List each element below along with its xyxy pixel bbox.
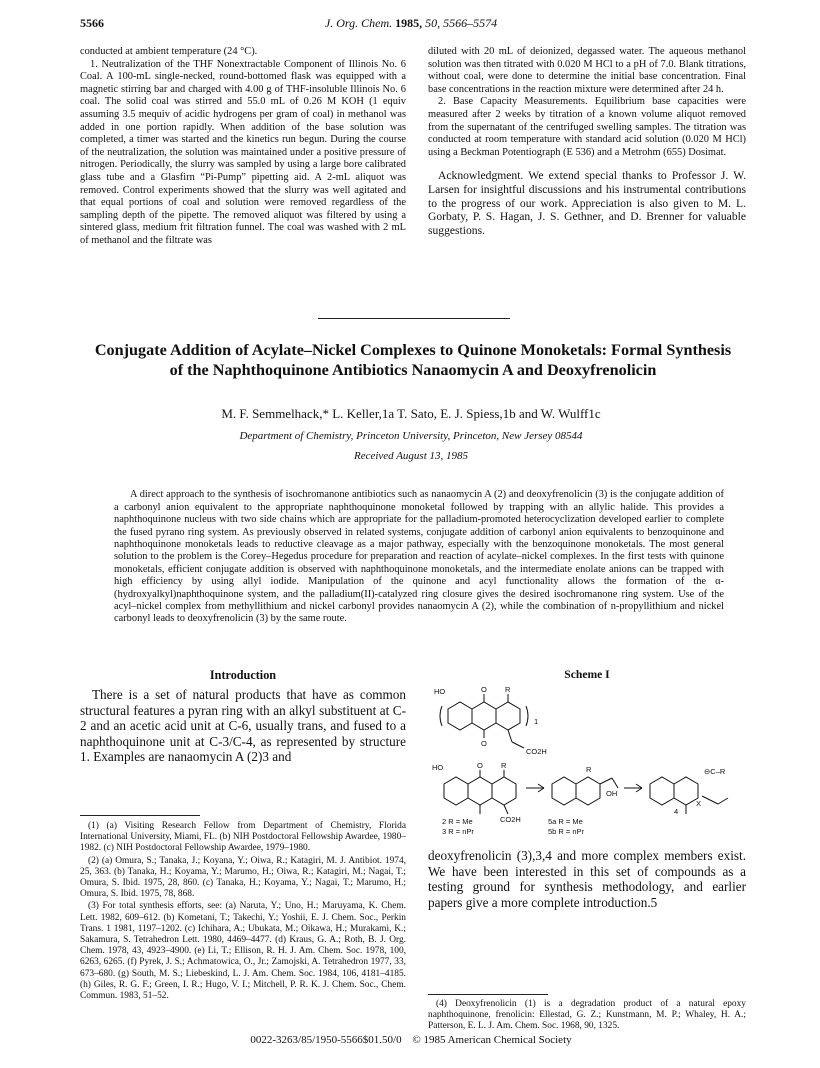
section-divider bbox=[318, 318, 510, 319]
journal-year: 1985, bbox=[395, 16, 423, 30]
label-ho: HO bbox=[432, 763, 444, 772]
affiliation: Department of Chemistry, Princeton University, Princeton, New Jersey 08544 bbox=[239, 430, 583, 442]
paragraph: 2. Base Capacity Measurements. Equilibrium base capacities were measured after 2 weeks by titration of a known volume aliquot removed from the supernatant of the centrifuged swelling samples. The titration was conducted at room temperature with standard acid solution (0.020 M HCl) using a Beckman Potentiograph (E 536) and a Metrohm (655) Dosimat. bbox=[428, 96, 746, 158]
received-date: Received August 13, 1985 bbox=[353, 450, 469, 462]
author-list: M. F. Semmelhack,* L. Keller,1a T. Sato, E. J. Spiess,1b and W. Wulff1c bbox=[221, 406, 601, 421]
paragraph: conducted at ambient temperature (24 °C). bbox=[80, 46, 258, 57]
label-compound-3: 3 R = nPr bbox=[442, 827, 474, 836]
running-header bbox=[80, 16, 742, 32]
label-compound-4: 4 bbox=[674, 807, 679, 816]
introduction-continued: deoxyfrenolicin (3),3,4 and more complex members exist. We have been interested in this set of compounds as a testing ground for synthesis methodology, and earlier papers give a more complete introduction.5 bbox=[428, 848, 746, 910]
footnote-divider bbox=[80, 815, 200, 816]
footnotes-left bbox=[80, 821, 406, 1003]
structure-2-3 bbox=[444, 770, 544, 814]
label-compound-5a: 5a R = Me bbox=[548, 817, 583, 826]
copyright: © 1985 American Chemical Society bbox=[412, 1034, 572, 1046]
page-footer bbox=[80, 1034, 742, 1046]
footnote: (2) (a) Omura, S.; Tanaka, J.; Koyana, Y.; Oiwa, R.; Katagiri, M. J. Antibiot. 1974, 25, 363. (b) Tanaka, H.; Koyama, Y.; Marumo, H.; Oiwa, R.; Katagiri, M.; Nagai, T.; Omura, S. Ibid. 1975, 28, 860. (c) Tanaka, H.; Koyama, Y.; Nagai, T.; Marumo, H.; Omura, S. Ibid. 1975, 78, 868. bbox=[80, 855, 406, 900]
scheme-structures bbox=[428, 684, 746, 844]
journal-pages: 5566–5574 bbox=[443, 16, 498, 30]
page-number: 5566 bbox=[80, 16, 104, 30]
label-r: R bbox=[501, 761, 507, 770]
introduction-paragraph: There is a set of natural products that have as common structural features a pyran ring with an alkyl substituent at C-2 and an acetic acid unit at C-6, usually trans, and fused to a naphthoquinone unit at C-3/C-4, as represented by structure 1. Examples are nanaomycin A (2)3 and bbox=[80, 687, 406, 765]
label-compound-5b: 5b R = nPr bbox=[548, 827, 585, 836]
previous-article-left-column bbox=[80, 46, 406, 248]
label-compound-2: 2 R = Me bbox=[442, 817, 473, 826]
footnotes-right bbox=[428, 999, 746, 1034]
journal-citation bbox=[80, 16, 742, 31]
label-ho: HO bbox=[434, 687, 446, 696]
article-code: 0022-3263/85/1950-5566$01.50/0 bbox=[250, 1034, 402, 1046]
journal-name: J. Org. Chem. bbox=[324, 16, 393, 30]
label-acyl-anion: ⊖C–R bbox=[704, 767, 726, 776]
acknowledgment: Acknowledgment. We extend special thanks to Professor J. W. Larsen for insightful discussions and his instrumental contributions to the progress of our work. Appreciation is also given to M. L. Gorbaty, P. S. Hagan, J. S. Gethner, and D. Brenner for valuable suggestions. bbox=[428, 169, 746, 237]
label-o: O bbox=[481, 685, 487, 694]
abstract: A direct approach to the synthesis of isochromanone antibiotics such as nanaomycin A (2) and deoxyfrenolicin (3) is the conjugate addition of a carbonyl anion equivalent to the appropriate naphthoquinone monoketal followed by trapping with an allylic halide. This provides a naphthoquinone nucleus with two side chains which are appropriate for the palladium-promoted heterocyclization developed earlier to complete the fused pyrano ring system. As previously observed in related systems, conjugate addition of carbonyl anion equivalents to benzoquinone and naphthoquinone monoketals leads to reductive cleavage as a major pathway, especially with the benzoquinone monoketals. The most general solution to the problem is the Corey–Hegedus procedure for preparation and reaction of acylate–nickel complexes. In the first tests with quinone monoketals, efficient conjugate addition is observed with naphthoquinone monoketals, and the intermediate enolate anions can be trapped with high efficiency by using allyl iodide. Manipulation of the quinone and acyl functionality allows the formation of the α-(hydroxyalkyl)naphthoquinone system, and the palladium(II)-catalyzed ring closure gives the desired isochromanone ring system. Use of the acyl–nickel complex from methyllithium and nickel carbonyl provides nanaomycin A (2), while the combination of n-propyllithium and nickel carbonyl leads to deoxyfrenolicin (3) by the same route. bbox=[114, 489, 724, 625]
journal-volume: 50, bbox=[425, 16, 441, 30]
structure-4 bbox=[650, 777, 728, 814]
footnote: (1) (a) Visiting Research Fellow from Department of Chemistry, Florida International University, Miami, FL. (b) NIH Postdoctoral Fellowship Awardee, 1980–1982. (c) NIH Postdoctoral Fellowship Awardee, 1979–1980. bbox=[80, 821, 406, 854]
paragraph: 1. Neutralization of the THF Nonextractable Component of Illinois No. 6 Coal. A 100-mL single-necked, round-bottomed flask was equipped with a magnetic stirring bar and charged with 4.00 g of THF-insoluble Illinois No. 6 coal. The solid coal was stirred and 55.0 mL of 0.26 M KOH (1 equiv assuming 3.5 mequiv of acidic hydrogens per gram of coal) in methanol was added in one portion rapidly. When addition of the base solution was completed, a timer was started and the kinetics run begun. During the course of the neutralization, the solution was maintained under a positive pressure of nitrogen. Periodically, the slurry was sampled by using a large bore calibrated glass tube and a Glasfirn “Pi-Pump” pipetting aid. A 2-mL aliquot was removed. Control experiments showed that the slurry was well agitated and that equal portions of coal and solution were removed regardless of the sampling depth of the pipette. The removed aliquot was filtered by using a sintered glass, medium frit filtration funnel. The coal was washed with 2 mL of methanol and the filtrate was bbox=[80, 58, 406, 246]
label-structure-1: 1 bbox=[534, 717, 539, 726]
structure-5 bbox=[552, 777, 642, 805]
article-title: Conjugate Addition of Acylate–Nickel Complexes to Quinone Monoketals: Formal Synthesis of the Naphthoquinone Antibiotics Nanaomycin A and Deoxyfrenolicin bbox=[94, 341, 732, 379]
label-o: O bbox=[481, 739, 487, 748]
paragraph: diluted with 20 mL of deionized, degassed water. The aqueous methanol solution was then titrated with 0.020 M HCl to a pH of 7.0. Blank titrations, without coal, were done to determine the initial base concentration. Final base concentrations in the reaction mixture were determined after 24 h. bbox=[428, 46, 746, 95]
label-o: O bbox=[477, 761, 483, 770]
label-co2h: CO2H bbox=[526, 747, 547, 756]
label-r: R bbox=[505, 685, 511, 694]
footnote-divider bbox=[428, 994, 548, 995]
footnote: (4) Deoxyfrenolicin (1) is a degradation product of a natural epoxy naphthoquinone, frenolicin: Ellestad, G. Z.; Kunstmann, M. P.; Whaley, H. A.; Patterson, E. L. J. Am. Chem. Soc. 1968, 90, 1325. bbox=[428, 999, 746, 1032]
label-oh: OH bbox=[606, 789, 618, 798]
label-r: R bbox=[586, 765, 592, 774]
section-heading-introduction: Introduction bbox=[209, 668, 277, 682]
label-co2h: CO2H bbox=[500, 815, 521, 824]
footnote: (3) For total synthesis efforts, see: (a) Naruta, Y.; Uno, H.; Maruyama, K. Chem. Lett. 1982, 609–612. (b) Kometani, T.; Takechi, Y.; Yoshii, E. J. Chem. Soc., Perkin Trans. 1 1981, 1197–1202. (c) Ichihara, A.; Ubukata, M.; Oikawa, H.; Murakami, K.; Sakamura, S. Tetrahedron Lett. 1980, 4469–4477. (d) Kraus, G. A.; Roth, B. J. Org. Chem. 1978, 43, 4923–4900. (e) Li, T.; Ellison, R. H. J. Am. Chem. Soc. 1978, 100, 6263, 6265. (f) Pyrek, J. S.; Achmatowica, O., Jr.; Zamojski, A. Tetrahedron 1977, 33, 673–680. (g) South, M. S.; Liebeskind, L. J. Am. Chem. Soc. 1984, 106, 4181–4185. (h) Giles, R. G. F.; Green, I. R.; Hugo, V. I.; Mitchell, P. R. K. J. Chem. Soc., Chem. Commun. 1983, 51–52. bbox=[80, 901, 406, 1002]
previous-article-right-column bbox=[428, 46, 746, 237]
scheme-heading: Scheme I bbox=[564, 668, 610, 681]
label-x: X bbox=[696, 799, 702, 808]
